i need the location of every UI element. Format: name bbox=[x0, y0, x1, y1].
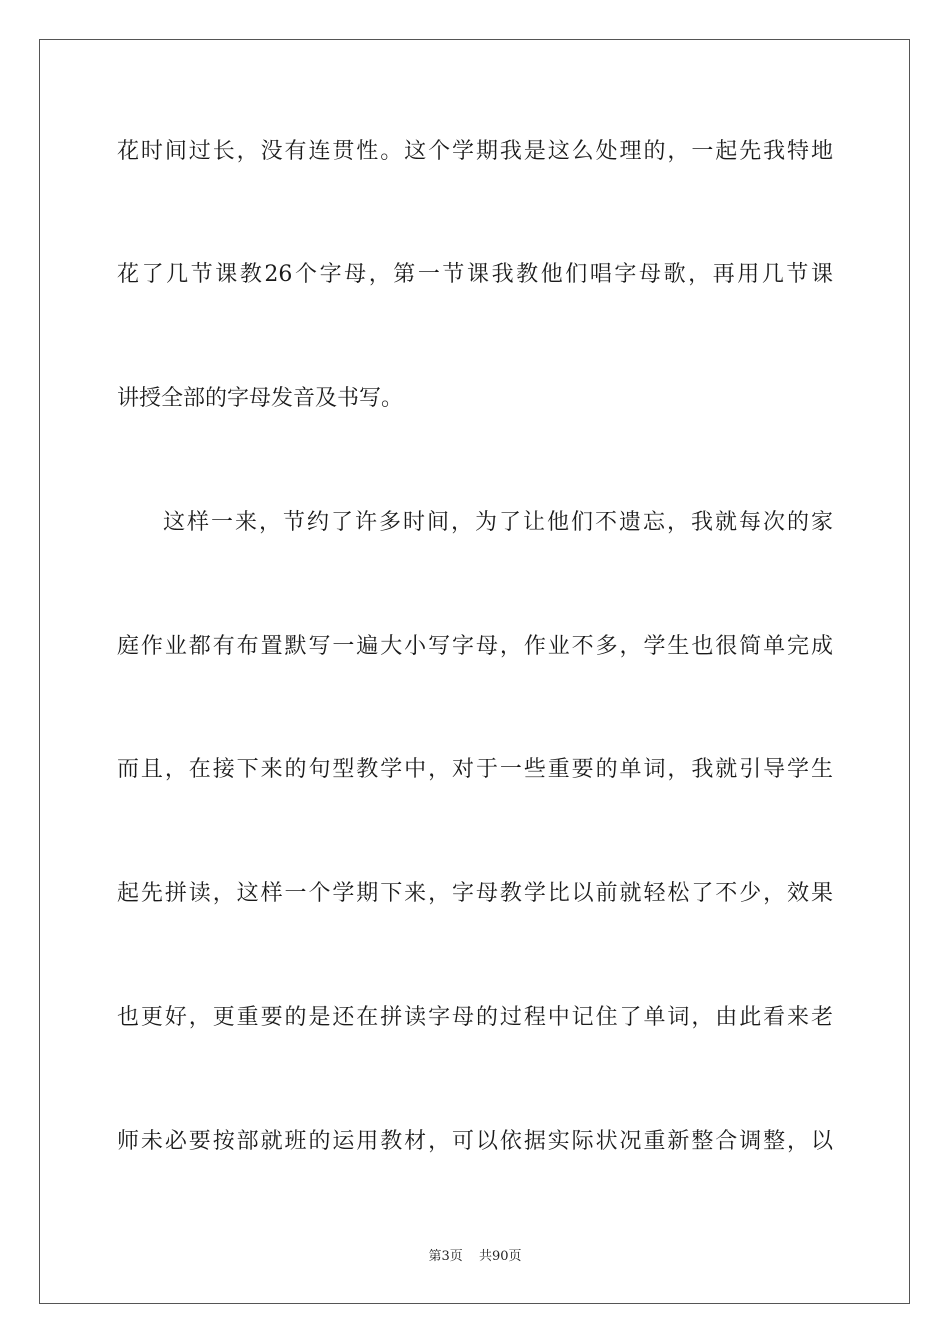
text-line-1: 花时间过长，没有连贯性。这个学期我是这么处理的，一起先我特地 bbox=[117, 139, 833, 164]
text-line-7: 起先拼读，这样一个学期下来，字母教学比以前就轻松了不少，效果 bbox=[117, 881, 833, 906]
page-frame bbox=[39, 39, 910, 1304]
current-page-label: 第3页 bbox=[428, 1249, 463, 1264]
page-footer bbox=[0, 1248, 950, 1266]
text-line-6: 而且，在接下来的句型教学中，对于一些重要的单词，我就引导学生 bbox=[117, 757, 833, 782]
text-line-5: 庭作业都有布置默写一遍大小写字母，作业不多，学生也很简单完成 bbox=[117, 634, 833, 659]
text-line-3: 讲授全部的字母发音及书写。 bbox=[117, 386, 404, 411]
text-line-4: 这样一来，节约了许多时间，为了让他们不遗忘，我就每次的家 bbox=[163, 510, 833, 535]
total-pages-label: 共90页 bbox=[478, 1249, 522, 1264]
text-line-9: 师未必要按部就班的运用教材，可以依据实际状况重新整合调整，以 bbox=[117, 1129, 833, 1154]
text-line-2: 花了几节课教26个字母，第一节课我教他们唱字母歌，再用几节课 bbox=[117, 262, 833, 287]
text-line-8: 也更好，更重要的是还在拼读字母的过程中记住了单词，由此看来老 bbox=[117, 1005, 833, 1030]
